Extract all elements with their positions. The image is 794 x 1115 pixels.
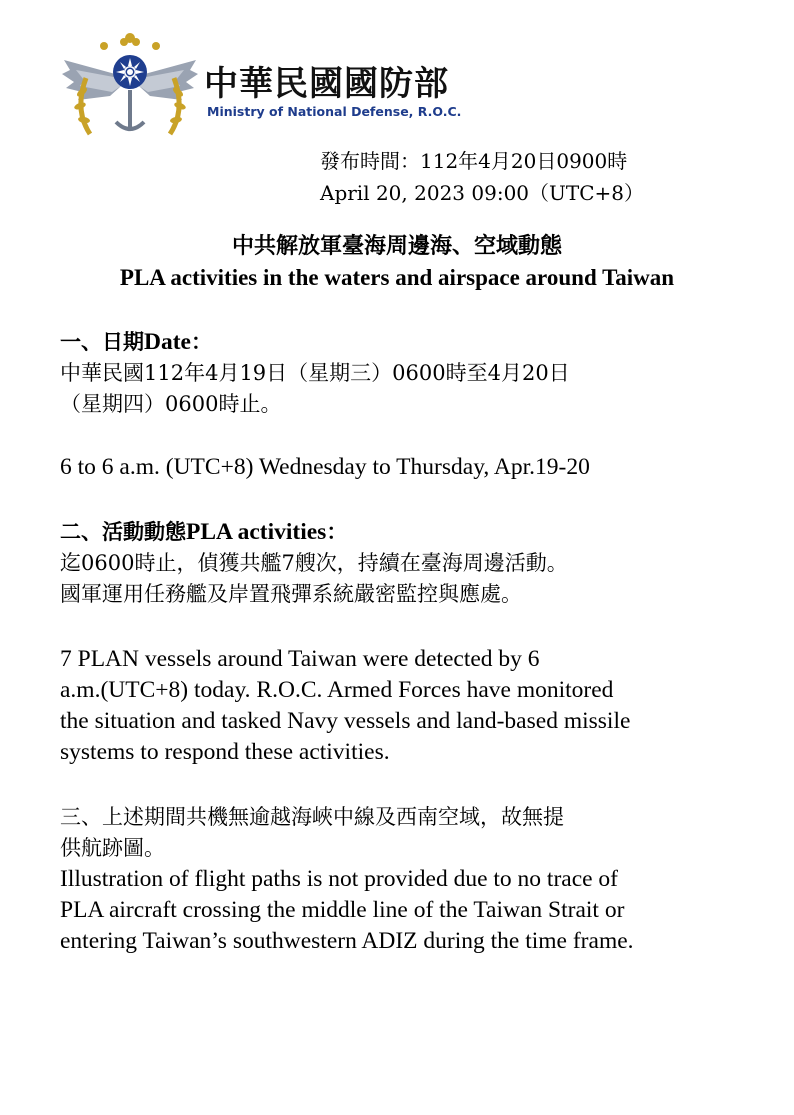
section-activities-zh-line2: 國軍運用任務艦及岸置飛彈系統嚴密監控與應處。 (60, 582, 522, 606)
section-activities-heading-en: PLA activities (186, 519, 327, 545)
section-flight-paths-zh-line2: 供航跡圖。 (60, 836, 165, 860)
section-activities-en-line4: systems to respond these activities. (60, 739, 390, 765)
section-date-zh-line2: （星期四）0600時止。 (60, 392, 282, 416)
section-date-heading (60, 326, 772, 358)
section-activities-heading-zh: 二、活動動態 (60, 519, 186, 544)
section-date-heading-colon: ： (190, 329, 212, 354)
section-activities-en-block (60, 644, 772, 768)
section-date-en-block (60, 452, 772, 483)
release-time-en: April 20, 2023 09:00（UTC+8） (320, 181, 644, 205)
section-date-zh-line1: 中華民國112年4月19日（星期三）0600時至4月20日 (60, 361, 570, 385)
section-activities-en-line2: a.m.(UTC+8) today. R.O.C. Armed Forces have monitored (60, 677, 614, 703)
section-date (60, 326, 772, 420)
section-activities-zh-line1: 迄0600時止，偵獲共艦7艘次，持續在臺海周邊活動。 (60, 551, 568, 575)
release-time-zh: 發布時間：112年4月20日0900時 (320, 149, 628, 173)
section-flight-paths (60, 802, 772, 957)
release-time (320, 145, 644, 209)
section-flight-paths-zh-line1: 三、上述期間共機無逾越海峽中線及西南空域，故無提 (60, 805, 564, 829)
section-flight-paths-en-line3: entering Taiwan’s southwestern ADIZ during the time frame. (60, 928, 634, 954)
section-date-heading-en: Date (144, 329, 191, 355)
section-flight-paths-en-line1: Illustration of flight paths is not provided due to no trace of (60, 866, 619, 892)
section-activities-heading (60, 516, 772, 548)
org-name-zh: 中華民國國防部 (204, 64, 449, 104)
document-title (0, 230, 794, 294)
title-en: PLA activities in the waters and airspace around Taiwan (119, 265, 675, 290)
section-flight-paths-en-line2: PLA aircraft crossing the middle line of the Taiwan Strait or (60, 897, 625, 923)
section-activities-heading-colon: ： (326, 519, 348, 544)
mnd-emblem-icon (60, 30, 200, 142)
section-activities-en-line1: 7 PLAN vessels around Taiwan were detected by 6 (60, 646, 540, 672)
title-zh: 中共解放軍臺海周邊海、空域動態 (231, 233, 562, 259)
section-date-heading-zh: 一、日期 (60, 329, 144, 354)
section-activities-en-line3: the situation and tasked Navy vessels and land-based missile (60, 708, 631, 734)
section-activities (60, 516, 772, 610)
section-date-en: 6 to 6 a.m. (UTC+8) Wednesday to Thursday, Apr.19-20 (60, 454, 590, 480)
org-name-en: Ministry of National Defense, R.O.C. (207, 104, 462, 119)
